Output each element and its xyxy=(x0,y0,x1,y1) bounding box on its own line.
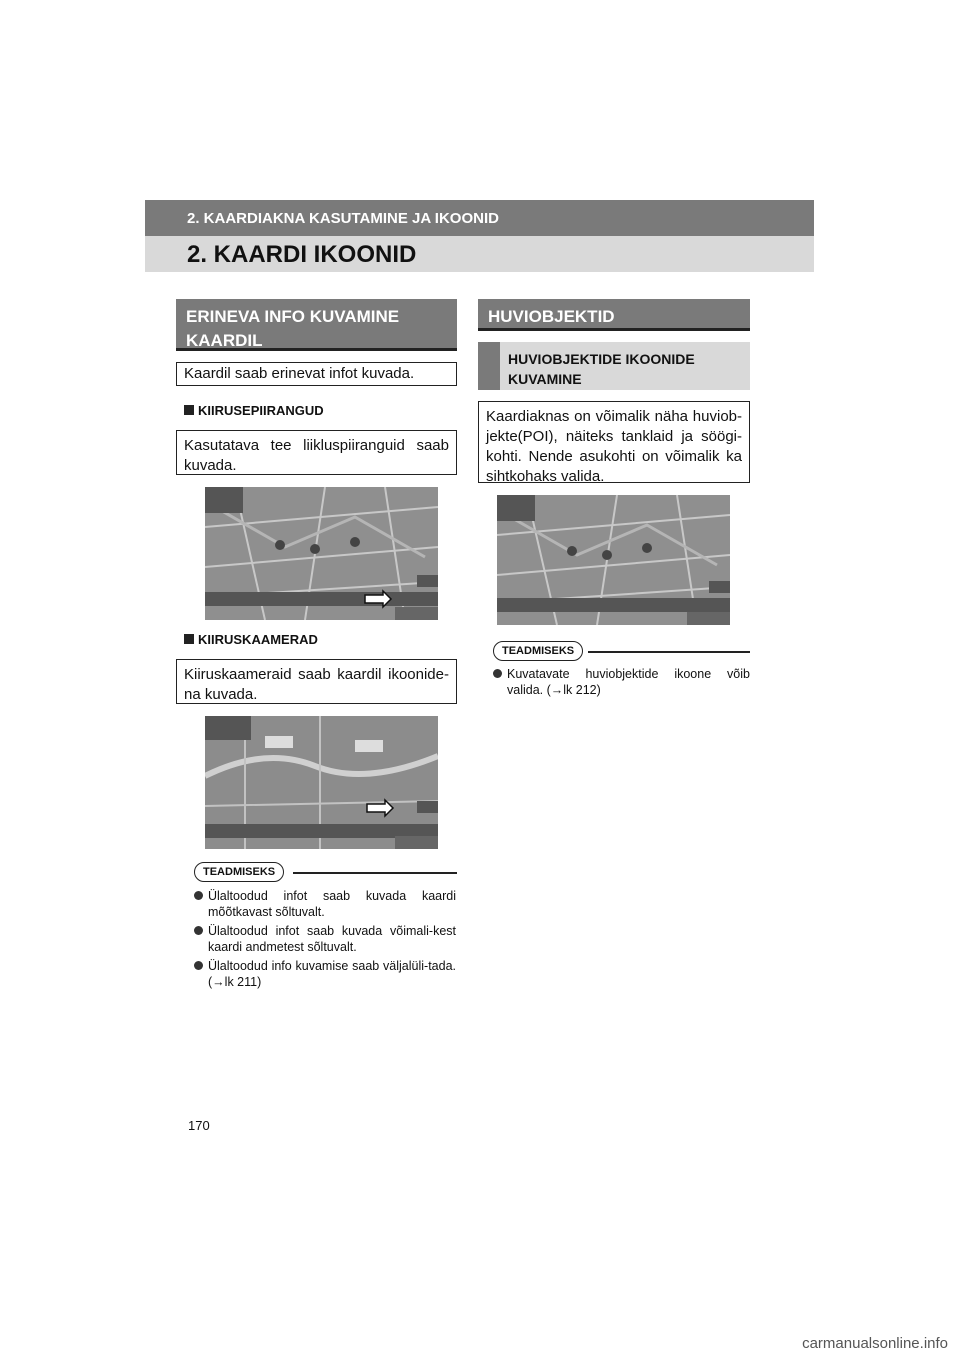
subheading-bar xyxy=(478,342,500,390)
list-item xyxy=(194,888,456,920)
right-subheading-text: HUVIOBJEKTIDE IKOONIDE KUVAMINE xyxy=(508,351,695,387)
left-section-heading xyxy=(176,299,457,351)
section-title: 2. KAARDI IKOONID xyxy=(187,241,417,268)
right-section-heading xyxy=(478,299,750,331)
list-item xyxy=(194,923,456,955)
left-section-heading-text: ERINEVA INFO KUVAMINE KAARDIL xyxy=(186,307,400,350)
list-item xyxy=(194,958,456,990)
watermark: carmanualsonline.info xyxy=(802,1335,948,1352)
right-note-badge-text: TEADMISEKS xyxy=(502,645,575,657)
square-bullet-icon xyxy=(184,634,194,644)
list-item-text: Kuvatavate huviobjektide ikoone võib valida. (→lk 212) xyxy=(507,667,750,697)
left-note-divider xyxy=(293,872,457,874)
right-section-heading-text: HUVIOBJEKTID xyxy=(488,307,615,326)
speed-cameras-desc-box xyxy=(176,659,457,704)
right-note-list xyxy=(493,666,750,701)
map-screenshot-speed-cameras xyxy=(205,716,438,849)
left-note-list xyxy=(194,888,456,993)
left-note-badge-text: TEADMISEKS xyxy=(203,866,276,878)
square-bullet-icon xyxy=(184,405,194,415)
speed-limits-label: KIIRUSEPIIRANGUD xyxy=(198,403,324,418)
list-item xyxy=(493,666,750,698)
left-intro-box xyxy=(176,362,457,386)
speed-limits-desc: Kasutatava tee liikluspiiranguid saab kuvada. xyxy=(184,437,449,474)
bullet-icon xyxy=(194,891,203,900)
right-note-divider xyxy=(588,651,750,653)
map-screenshot-speed-limits xyxy=(205,487,438,620)
right-desc-text: Kaardiaknas on võimalik näha huviob-jekte(POI), näiteks tanklaid ja söögi-kohti. Nende asukohti on võimalik ka sihtkohaks valida. xyxy=(486,408,742,485)
list-item-text: Ülaltoodud infot saab kuvada kaardi mõõtkavast sõltuvalt. xyxy=(208,889,456,919)
bullet-icon xyxy=(493,669,502,678)
speed-limits-desc-box xyxy=(176,430,457,475)
speed-cameras-heading xyxy=(184,632,318,647)
list-item-text: Ülaltoodud info kuvamise saab väljalüli-tada. (→lk 211) xyxy=(208,959,456,989)
speed-cameras-desc: Kiiruskaameraid saab kaardil ikoonide-na kuvada. xyxy=(184,666,449,703)
right-note-badge xyxy=(493,641,583,661)
list-item-text: Ülaltoodud infot saab kuvada võimali-kest kaardi andmetest sõltuvalt. xyxy=(208,924,456,954)
right-subheading-box xyxy=(478,342,750,390)
map-screenshot-poi xyxy=(497,495,730,625)
left-intro-text: Kaardil saab erinevat infot kuvada. xyxy=(184,365,415,382)
chapter-title: 2. KAARDIAKNA KASUTAMINE JA IKOONID xyxy=(187,210,499,227)
bullet-icon xyxy=(194,961,203,970)
page-number: 170 xyxy=(188,1118,210,1133)
speed-limits-heading xyxy=(184,403,324,418)
chapter-header xyxy=(145,200,814,236)
right-desc-box xyxy=(478,401,750,483)
left-note-badge xyxy=(194,862,284,882)
section-title-band xyxy=(145,236,814,272)
bullet-icon xyxy=(194,926,203,935)
speed-cameras-label: KIIRUSKAAMERAD xyxy=(198,632,318,647)
